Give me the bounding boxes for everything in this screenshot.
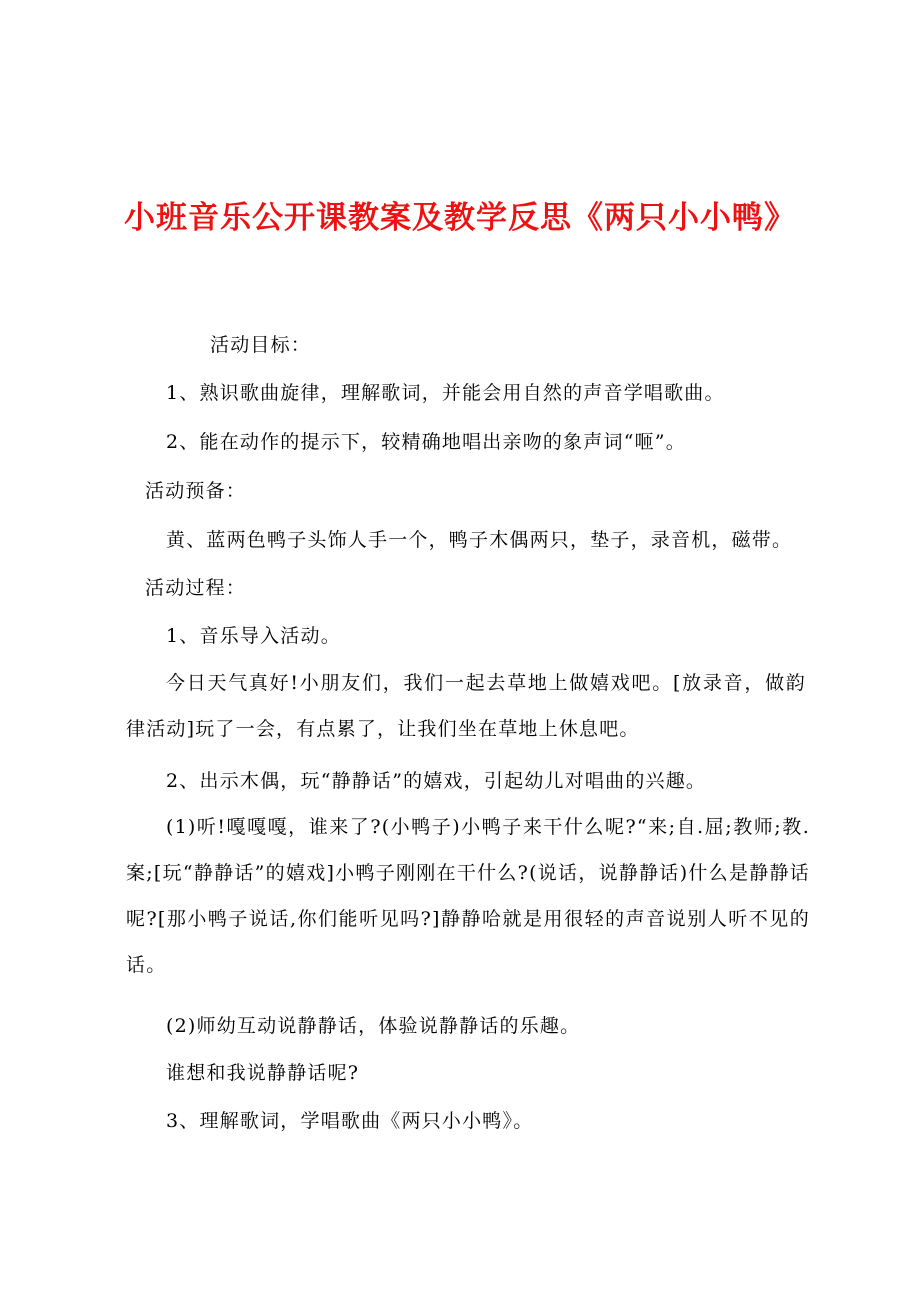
paragraph-interaction: (2)师幼互动说静静话，体验说静静话的乐趣。	[166, 1015, 581, 1037]
goal-item-2: 2、能在动作的提示下，较精确地唱出亲吻的象声词“咂”。	[166, 431, 686, 453]
section-heading-goals: 活动目标：	[210, 334, 312, 356]
process-step-1: 1、音乐导入活动。	[166, 625, 341, 647]
preparation-text: 黄、蓝两色鸭子头饰人手一个，鸭子木偶两只，垫子，录音机，磁带。	[166, 529, 793, 551]
section-heading-process: 活动过程：	[145, 577, 247, 599]
paragraph-question: 谁想和我说静静话呢?	[166, 1062, 360, 1084]
process-step-2: 2、出示木偶，玩“静静话”的嬉戏，引起幼儿对唱曲的兴趣。	[166, 770, 707, 792]
paragraph-music-intro: 今日天气真好!小朋友们，我们一起去草地上做嬉戏吧。[放录音，做韵律活动]玩了一会，有点累了，让我们坐在草地上休息吧。	[126, 672, 806, 740]
goal-item-1: 1、熟识歌曲旋律，理解歌词，并能会用自然的声音学唱歌曲。	[166, 382, 725, 404]
document-title: 小班音乐公开课教案及教学反思《两只小小鸭》	[124, 200, 796, 236]
section-heading-preparation: 活动预备：	[145, 480, 247, 502]
paragraph-quiet-talk: (1)听!嘎嘎嘎，谁来了?(小鸭子)小鸭子来干什么呢?“来;自.屈;教师;教.案;[玩“静静话”的嬉戏]小鸭子刚刚在干什么?(说话，说静静话)什么是静静话呢?[那小鸭子说话,你们能听见吗?]静静哈就是用很轻的声音说别人听不见的话。	[126, 816, 810, 976]
process-step-3: 3、理解歌词，学唱歌曲《两只小小鸭》。	[166, 1110, 534, 1132]
